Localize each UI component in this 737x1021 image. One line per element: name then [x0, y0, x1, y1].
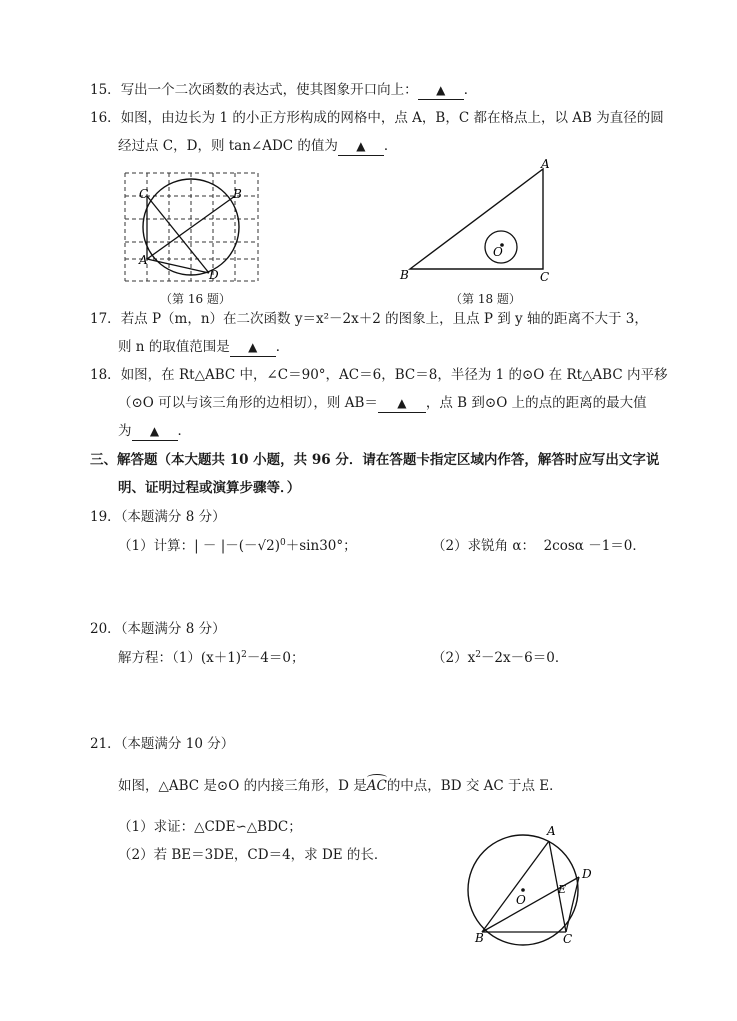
q17-answer-blank [230, 338, 276, 357]
q19-expression-1: －(－√2) [225, 538, 281, 554]
figure-18-label-c: C [540, 270, 550, 284]
q20-part2-exponent: 2 [475, 650, 481, 660]
q19-exponent: 0 [280, 538, 286, 548]
answer-triangle-icon: ▲ [149, 424, 160, 438]
q19-abs-value: | － | [194, 538, 226, 554]
q21-score: （本题满分 10 分） [120, 736, 235, 752]
q21-part1: （1）求证：△CDE∽△BDC； [118, 819, 302, 835]
figure-21-label-d: D [582, 867, 592, 881]
q20-part2-expression: （2）x [432, 650, 476, 666]
figure-18-label-a: A [541, 157, 550, 171]
q21-number: 21． [90, 736, 121, 752]
figure-21-center-dot [521, 888, 525, 892]
q16-line1 [90, 109, 664, 127]
q17-text-2: 则 n 的取值范围是 [118, 339, 230, 355]
q15-answer-blank [418, 81, 464, 100]
q18-post: ． [177, 423, 191, 439]
figure-21-label-c: C [563, 932, 573, 946]
q19-score: （本题满分 8 分） [120, 509, 226, 525]
q18-answer-blank-1 [378, 394, 426, 413]
figure-18-caption: （第 18 题） [450, 292, 521, 306]
q16-answer-blank [338, 137, 384, 156]
q18-line3 [118, 422, 191, 441]
q16-text-1: 如图，由边长为 1 的小正方形构成的网格中，点 A，B，C 都在格点上，以 AB 为直径的圆 [120, 110, 664, 126]
answer-triangle-icon: ▲ [436, 83, 446, 97]
q19-part2-label: （2）求锐角 α： [432, 538, 535, 554]
figure-16-label-a: A [139, 253, 148, 267]
q17-line1 [90, 310, 648, 328]
q17-post: ． [275, 339, 290, 355]
q21-header [90, 735, 234, 753]
q20-part1-rest: －4＝0； [246, 650, 305, 666]
q18-text-2: （⊙O 可以与该三角形的边相切），则 AB＝ [118, 395, 378, 411]
q19-part1 [118, 537, 357, 555]
q18-text-2b: ，点 B 到⊙O 上的点的距离的最大值 [425, 395, 647, 411]
q19-expression-2: ＋sin30°； [285, 538, 357, 554]
figure-21 [460, 820, 610, 950]
figure-18-label-b: B [400, 268, 409, 282]
figure-16-label-c: C [139, 187, 149, 201]
figure-16-label-d: D [209, 268, 219, 282]
q18-line2 [118, 394, 647, 413]
q21-stem [118, 777, 563, 795]
figure-16-segments [147, 196, 235, 273]
q19-part2-expression: 2cosα －1＝0． [543, 538, 646, 554]
q19-number: 19． [90, 509, 121, 525]
section-3-heading-cont: 明、证明过程或演算步骤等．） [118, 480, 301, 496]
q20-part1-expression: （1）(x＋1) [172, 650, 242, 666]
q16-line2 [118, 137, 397, 156]
q16-number: 16． [90, 110, 121, 126]
q19-header [90, 508, 226, 526]
figure-21-label-a: A [547, 824, 556, 838]
q15-text: 写出一个二次函数的表达式，使其图象开口向上： [120, 82, 418, 98]
q16-post: ． [383, 138, 398, 154]
q20-part1-exponent: 2 [241, 650, 247, 660]
q17-line2 [118, 338, 289, 357]
q15-post: ． [463, 82, 478, 98]
figure-18-label-o: O [493, 245, 503, 259]
figure-16 [115, 165, 270, 290]
q21-part2: （2）若 BE＝3DE，CD＝4，求 DE 的长． [118, 847, 388, 863]
q16-text-2: 经过点 C，D，则 tan∠ADC 的值为 [118, 138, 338, 154]
q17-number: 17． [90, 311, 121, 327]
q18-answer-blank-2 [132, 422, 178, 441]
answer-triangle-icon: ▲ [397, 396, 407, 410]
q19-part1-label: （1）计算： [118, 538, 195, 554]
figure-18 [395, 155, 565, 287]
figure-21-label-b: B [475, 931, 484, 945]
q15-number: 15． [90, 82, 121, 98]
q21-stem-text: 如图，△ABC 是⊙O 的内接三角形，D 是 [118, 778, 367, 794]
q19-part2 [432, 537, 646, 555]
q21-stem-text-2: 的中点，BD 交 AC 于点 E． [386, 778, 563, 794]
q20-part2 [432, 649, 568, 667]
figure-21-label-e: E [558, 883, 567, 896]
q15 [90, 81, 477, 100]
q21-arc-ac: AC [366, 778, 387, 794]
section-3-heading: 三、解答题（本大题共 10 小题，共 96 分．请在答题卡指定区域内作答，解答时应写出文字说 [90, 452, 660, 468]
answer-triangle-icon: ▲ [356, 139, 366, 153]
q18-text-3: 为 [118, 423, 132, 439]
q20-part2-rest: －2x－6＝0． [480, 650, 569, 666]
q20-header [90, 620, 226, 638]
q18-text-1: 如图，在 Rt△ABC 中，∠C＝90°，AC＝6，BC＝8，半径为 1 的⊙O 在 Rt△ABC 内平移 [120, 367, 668, 383]
q20-label: 解方程： [118, 650, 172, 666]
figure-21-label-o: O [516, 893, 526, 907]
q18-number: 18． [90, 367, 121, 383]
q20-number: 20． [90, 621, 121, 637]
figure-18-triangle [410, 169, 543, 269]
q20-score: （本题满分 8 分） [120, 621, 226, 637]
q20-part1 [118, 649, 305, 667]
figure-16-label-b: B [233, 187, 242, 201]
figure-16-caption: （第 16 题） [160, 292, 231, 306]
answer-triangle-icon: ▲ [248, 340, 258, 354]
q18-line1 [90, 366, 667, 384]
q17-text-1: 若点 P（m，n）在二次函数 y＝x²－2x＋2 的图象上，且点 P 到 y 轴的距离不大于 3， [120, 311, 648, 327]
